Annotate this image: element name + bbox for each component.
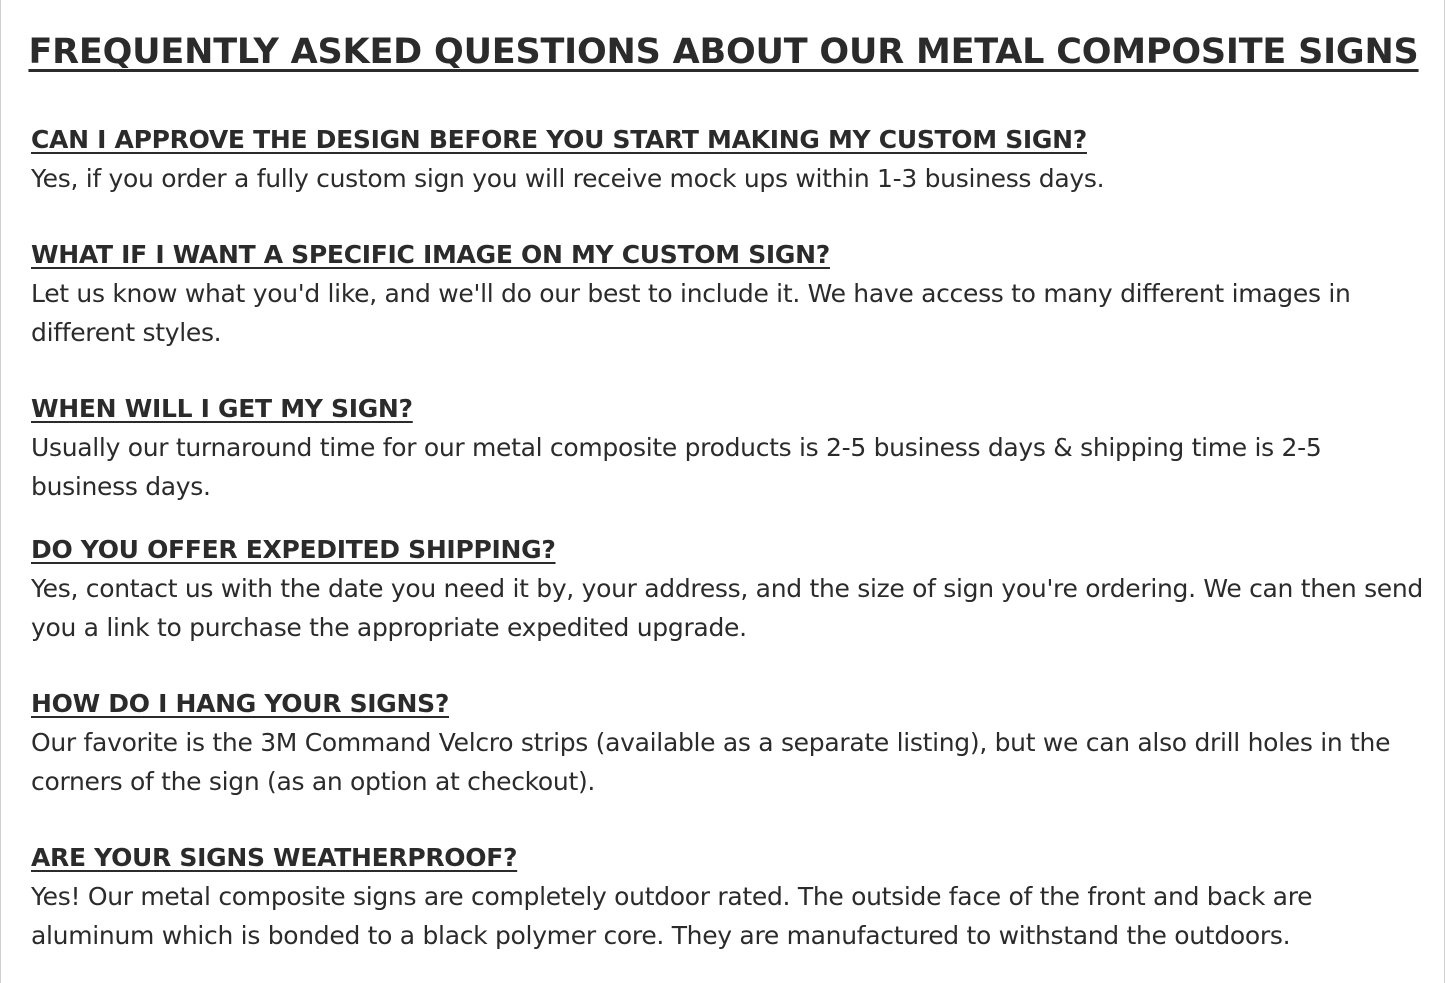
faq-item-delivery-time	[31, 390, 1426, 506]
faq-question: CAN I APPROVE THE DESIGN BEFORE YOU START MAKING MY CUSTOM SIGN?	[31, 125, 1087, 154]
page-title: FREQUENTLY ASKED QUESTIONS ABOUT OUR METAL COMPOSITE SIGNS	[28, 32, 1419, 72]
faq-answer: Yes! Our metal composite signs are completely outdoor rated. The outside face of the front and back are aluminum which is bonded to a black polymer core. They are manufactured to withstand the outdoors.	[31, 882, 1313, 950]
faq-answer: Usually our turnaround time for our metal composite products is 2-5 business days & shipping time is 2-5 business days.	[31, 433, 1322, 501]
faq-answer: Yes, if you order a fully custom sign you will receive mock ups within 1-3 business days.	[31, 164, 1105, 193]
faq-answer: Let us know what you'd like, and we'll do our best to include it. We have access to many different images in different styles.	[31, 279, 1351, 347]
faq-question: ARE YOUR SIGNS WEATHERPROOF?	[31, 843, 518, 872]
faq-item-hanging	[31, 685, 1426, 801]
faq-question: WHEN WILL I GET MY SIGN?	[31, 394, 413, 423]
faq-item-expedited-shipping	[31, 531, 1426, 647]
faq-item-specific-image	[31, 236, 1426, 352]
faq-item-approve-design	[31, 121, 1426, 198]
faq-question: HOW DO I HANG YOUR SIGNS?	[31, 689, 450, 718]
faq-answer: Yes, contact us with the date you need it by, your address, and the size of sign you're ordering. We can then send you a link to purchase the appropriate expedited upgrade.	[31, 574, 1423, 642]
faq-question: WHAT IF I WANT A SPECIFIC IMAGE ON MY CUSTOM SIGN?	[31, 240, 830, 269]
faq-question: DO YOU OFFER EXPEDITED SHIPPING?	[31, 535, 556, 564]
faq-answer: Our favorite is the 3M Command Velcro strips (available as a separate listing), but we can also drill holes in the corners of the sign (as an option at checkout).	[31, 728, 1391, 796]
faq-item-weatherproof	[31, 839, 1426, 955]
